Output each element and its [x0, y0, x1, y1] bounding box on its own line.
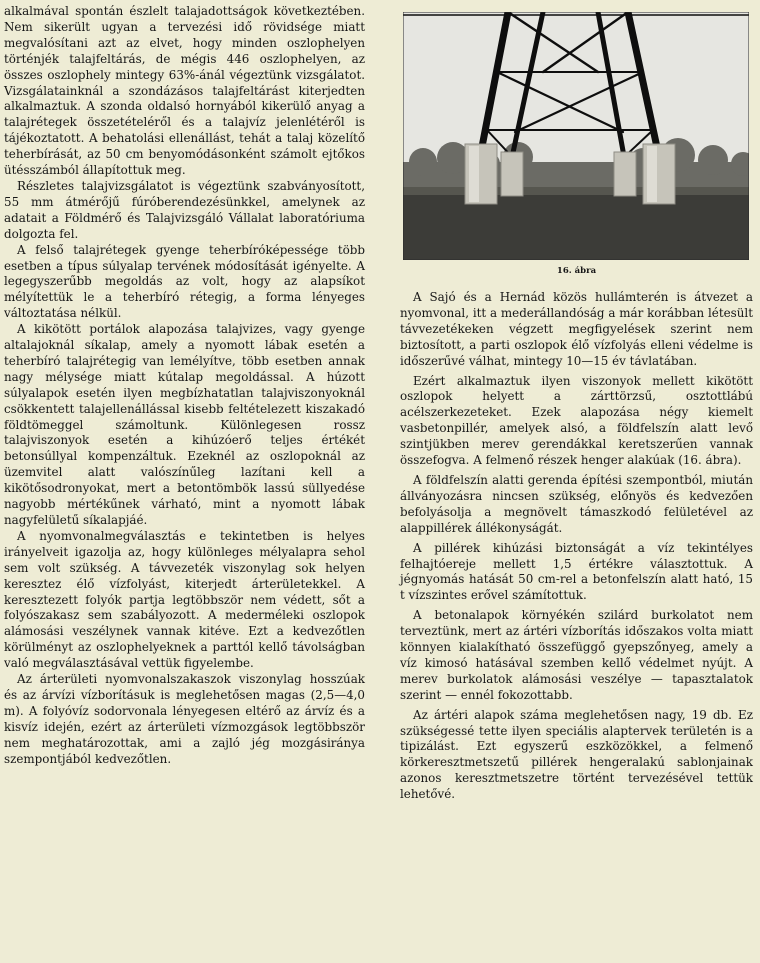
paragraph: A pillérek kihúzási biztonságát a víz tekintélyes felhajtóereje mellett 1,5 értékre választottuk. A jégnyomás hatását 50 cm-rel a betonfelszín alatt ható, 15 t vízszintes erővel számítottuk. — [400, 540, 753, 603]
paragraph: Az árterületi nyomvonalszakaszok viszonylag hosszúak és az árvízi vízborításuk is meglehetősen magas (2,5—4,0 m). A folyóvíz sodorvonala lényegesen eltérő az árvíz és a kisvíz idején, ezért az árterületi vízmozgások legtöbbször nem meghatározottak, ami a zajló jég mozgásiránya szempontjából kedvezőtlen. — [4, 672, 365, 766]
paragraph: A földfelszín alatti gerenda építési szempontból, miután állványozásra nincsen szükség, előnyös és kedvezően befolyásolja a megnövelt támaszkodó felületével az alappillérek állékonyságát. — [400, 472, 753, 535]
left-column — [4, 4, 365, 768]
paragraph: A Sajó és a Hernád közös hullámterén is átvezet a nyomvonal, itt a mederállandóság a már korábban létesült távvezetékeken végzett megfigyelések szerint nem biztosított, a parti oszlopok élő vízfolyás elleni védelme is időszerűvé válhat, mintegy 10—15 év távlatában. — [400, 290, 753, 368]
paragraph: A nyomvonalmegválasztás e tekintetben is helyes irányelveit igazolja az, hogy különleges mélyalapra sehol sem volt szükség. A távvezeték viszonylag sok helyen keresztez élő vízfolyást, kiterjedt árterületekkel. A keresztezett folyók partja legtöbbször nem védett, sőt a folyószakasz sem szabályozott. A mederméleki oszlopok alámosási veszélynek vannak kitéve. Ezt a kedvezőtlen körülményt az oszlophelyeknek a parttól kellő távolságban való megválasztásával vettük figyelembe. — [4, 528, 365, 671]
paragraph: A kikötött portálok alapozása talajvizes, vagy gyenge altalajoknál síkalap, amely a nyomott lábak esetén a teherbíró talajrétegig van lemélyítve, több esetben annak nagy mélysége miatt kútalap megoldással. A húzott súlyalapok esetén ilyen megbízhatatlan talajviszonyoknál csökkentett talajellenállással kisebb feltételezett kiszakadó földtömeggel számoltunk. Különlegesen rossz talajviszonyok esetén a kihúzóerő teljes értékét betonsúllyal kompenzáltuk. Ezeknél az oszlopoknál az üzemvitel alatt valószínűleg lazítani kell a kikötősodronyokat, mert a betontömbök lassú süllyedése nagyobb mértékűnek várható, mint a nyomott lábak nagyfelületű síkalapjáé. — [4, 322, 365, 527]
photo-ground — [403, 187, 749, 260]
paragraph: A betonalapok környékén szilárd burkolatot nem terveztünk, mert az ártéri vízborítás időszakos volta miatt könnyen kialakítható összefüggő gyepszőnyeg, amely a víz kimosó hatásával szemben kellő védelmet nyújt. A merev burkolatok alámosási veszélye — tapasztalatok szerint — ennél fokozottabb. — [400, 608, 753, 702]
paragraph: Az ártéri alapok száma meglehetősen nagy, 19 db. Ez szükségessé tette ilyen speciális alaptervek területén is a tipizálást. Ezt egyszerű eszközökkel, a felmenő körkeresztmetszetű pillérek hengeralakú sablonjainak azonos keresztmetszetre történt tervezésével tettük lehetővé. — [400, 707, 753, 802]
figure-caption: 16. ábra — [556, 266, 597, 276]
right-column — [400, 290, 753, 803]
paragraph: A felső talajrétegek gyenge teherbíróképessége több esetben a típus súlyalap tervének módosítását igényelte. A legegyszerűbb megoldás az volt, hogy az alapsíkot mélyítettük le a teherbíró rétegig, a forma lényeges változtatása nélkül. — [4, 242, 365, 321]
paragraph: Részletes talajvizsgálatot is végeztünk szabványosított, 55 mm átmérőjű fúróberendezésünkkel, amelynek az adatait a Földmérő és Talajvizsgáló Vállalat laboratóriuma dolgozta fel. — [4, 178, 365, 241]
figure-photo — [403, 12, 749, 260]
paragraph: alkalmával spontán észlelt talajadottságok következtében. Nem sikerült ugyan a tervezési idő rövidsége miatt megvalósítani azt az elvet, hogy minden oszlophelyen történjék talajfeltárás, de mégis 446 oszlophelyen, az összes oszlophely mintegy 63%-ánál végeztünk vizsgálatot. Vizsgálatainknál a szondázásos talajfeltárást kiterjedten alkalmaztuk. A szonda oldalsó hornyából kikerülő anyag a talajrétegek összetételéről és a talajvíz jelenlétéről is tájékoztatott. A behatolási ellenállást, tehát a talaj közelítő teherbírását, az 50 cm benyomódásonként számolt ejtőkos ütésszámból állapítottuk meg. — [4, 4, 365, 178]
paragraph: Ezért alkalmaztuk ilyen viszonyok mellett kikötött oszlopok helyett a zárttörzsű, osztottlábú acélszerkezeteket. Ezek alapozása négy kiemelt vasbetonpillér, amelyek alsó, a földfelszín alatt levő szintjükben merev gerendákkal keretszerűen vannak összefogva. A felmenő részek henger alakúak (16. ábra). — [400, 373, 753, 468]
transmission-tower-photo-icon — [403, 12, 749, 260]
